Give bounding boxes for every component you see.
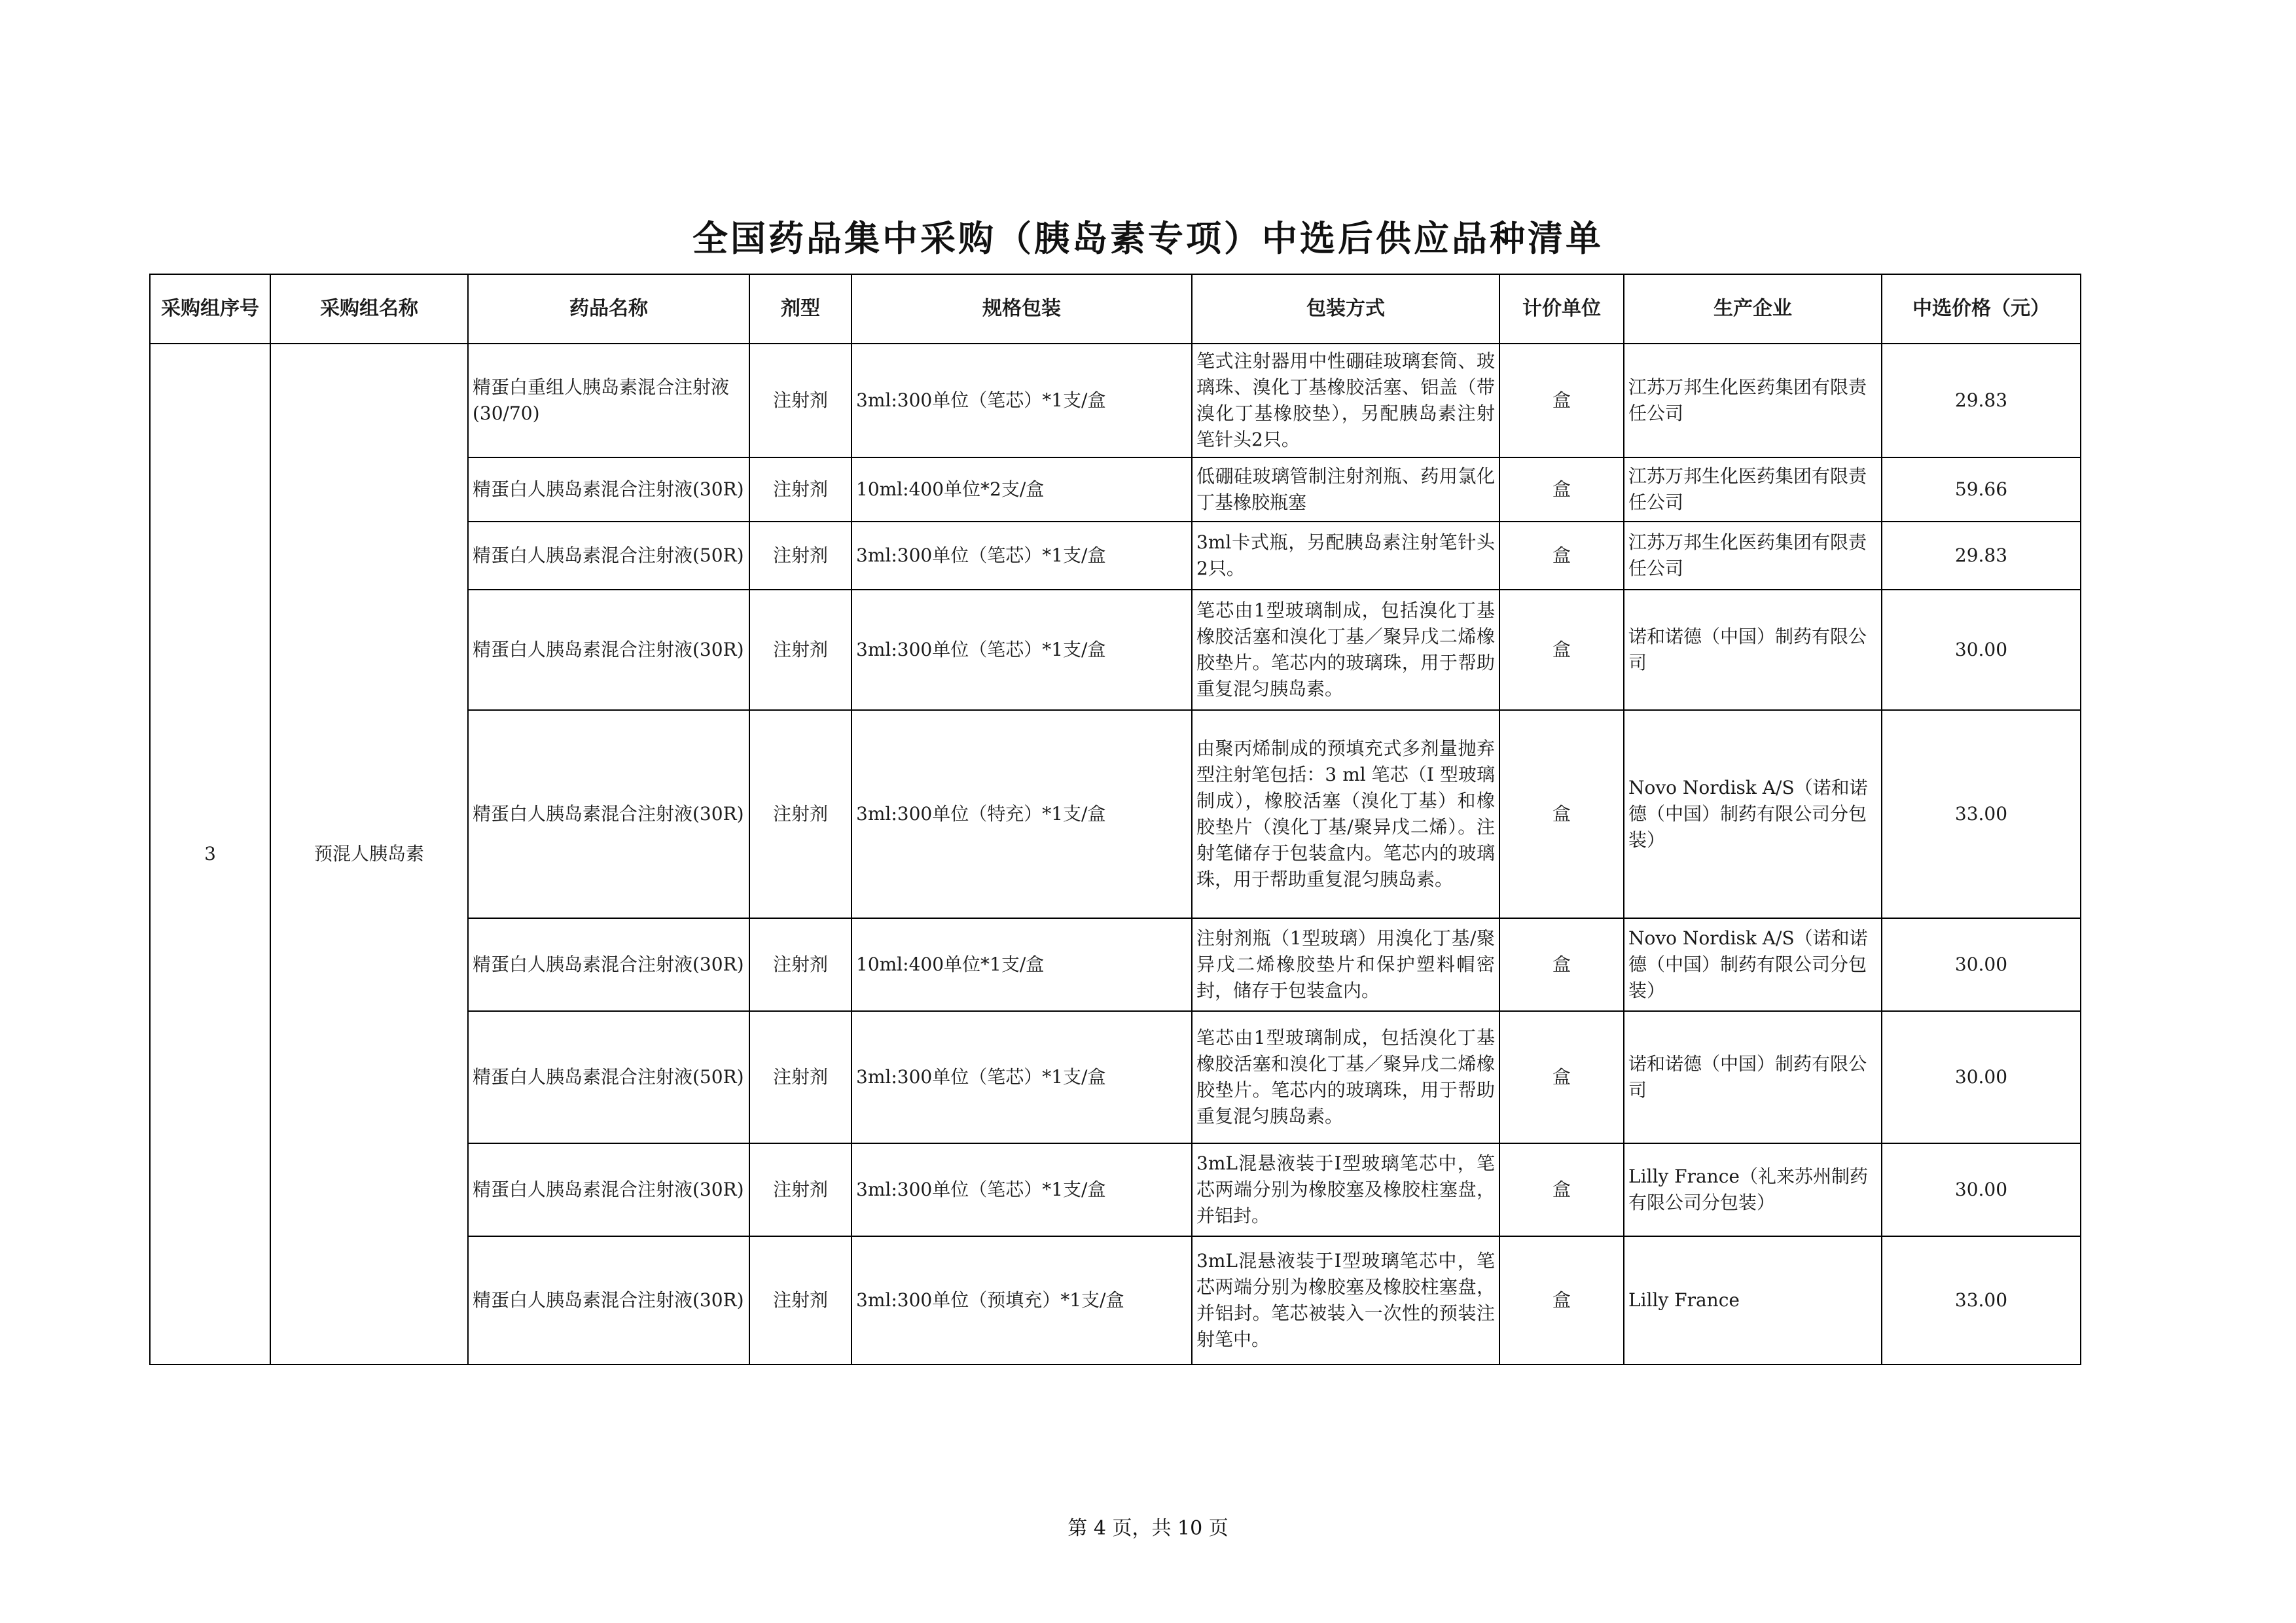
spec-cell: 3ml:300单位（笔芯）*1支/盒 xyxy=(852,344,1192,457)
header-dosage-form: 剂型 xyxy=(749,274,852,344)
price-cell: 29.83 xyxy=(1882,522,2081,590)
price-cell: 33.00 xyxy=(1882,710,2081,918)
dosage-form-cell: 注射剂 xyxy=(749,1143,852,1236)
unit-cell: 盒 xyxy=(1499,457,1624,522)
manufacturer-cell: Novo Nordisk A/S（诺和诺德（中国）制药有限公司分包装） xyxy=(1624,918,1882,1011)
spec-cell: 3ml:300单位（笔芯）*1支/盒 xyxy=(852,522,1192,590)
spec-cell: 10ml:400单位*1支/盒 xyxy=(852,918,1192,1011)
spec-cell: 3ml:300单位（特充）*1支/盒 xyxy=(852,710,1192,918)
dosage-form-cell: 注射剂 xyxy=(749,522,852,590)
spec-cell: 10ml:400单位*2支/盒 xyxy=(852,457,1192,522)
packaging-cell: 3mL混悬液装于Ⅰ型玻璃笔芯中，笔芯两端分别为橡胶塞及橡胶柱塞盘，并铝封。 xyxy=(1192,1143,1499,1236)
dosage-form-cell: 注射剂 xyxy=(749,590,852,710)
packaging-cell: 3ml卡式瓶，另配胰岛素注射笔针头2只。 xyxy=(1192,522,1499,590)
drug-name-cell: 精蛋白人胰岛素混合注射液(30R) xyxy=(468,710,749,918)
price-cell: 29.83 xyxy=(1882,344,2081,457)
manufacturer-cell: 诺和诺德（中国）制药有限公司 xyxy=(1624,1011,1882,1143)
group-name-cell: 预混人胰岛素 xyxy=(270,344,468,1364)
dosage-form-cell: 注射剂 xyxy=(749,344,852,457)
dosage-form-cell: 注射剂 xyxy=(749,1011,852,1143)
page-title: 全国药品集中采购（胰岛素专项）中选后供应品种清单 xyxy=(692,218,1604,259)
page-footer: 第 4 页，共 10 页 xyxy=(1067,1517,1229,1540)
unit-cell: 盒 xyxy=(1499,1011,1624,1143)
packaging-cell: 3mL混悬液装于Ⅰ型玻璃笔芯中，笔芯两端分别为橡胶塞及橡胶柱塞盘， 并铝封。笔芯被装入一次性的预装注射笔中。 xyxy=(1192,1236,1499,1364)
drug-name-cell: 精蛋白人胰岛素混合注射液(50R) xyxy=(468,1011,749,1143)
table-row xyxy=(150,344,2081,457)
drug-name-cell: 精蛋白重组人胰岛素混合注射液(30/70) xyxy=(468,344,749,457)
drug-name-cell: 精蛋白人胰岛素混合注射液(30R) xyxy=(468,918,749,1011)
unit-cell: 盒 xyxy=(1499,522,1624,590)
group-number-cell: 3 xyxy=(150,344,270,1364)
header-unit: 计价单位 xyxy=(1499,274,1624,344)
manufacturer-cell: Lilly France xyxy=(1624,1236,1882,1364)
spec-cell: 3ml:300单位（笔芯）*1支/盒 xyxy=(852,1011,1192,1143)
header-spec: 规格包装 xyxy=(852,274,1192,344)
header-manufacturer: 生产企业 xyxy=(1624,274,1882,344)
packaging-cell: 笔芯由1型玻璃制成，包括溴化丁基橡胶活塞和溴化丁基／聚异戊二烯橡胶垫片。笔芯内的玻璃珠，用于帮助重复混匀胰岛素。 xyxy=(1192,1011,1499,1143)
manufacturer-cell: Lilly France（礼来苏州制药有限公司分包装） xyxy=(1624,1143,1882,1236)
packaging-cell: 低硼硅玻璃管制注射剂瓶、药用氯化丁基橡胶瓶塞 xyxy=(1192,457,1499,522)
price-cell: 30.00 xyxy=(1882,918,2081,1011)
manufacturer-cell: 诺和诺德（中国）制药有限公司 xyxy=(1624,590,1882,710)
header-packaging: 包装方式 xyxy=(1192,274,1499,344)
drug-name-cell: 精蛋白人胰岛素混合注射液(30R) xyxy=(468,1236,749,1364)
packaging-cell: 注射剂瓶（1型玻璃）用溴化丁基/聚异戊二烯橡胶垫片和保护塑料帽密封，储存于包装盒内。 xyxy=(1192,918,1499,1011)
header-drug-name: 药品名称 xyxy=(468,274,749,344)
dosage-form-cell: 注射剂 xyxy=(749,1236,852,1364)
unit-cell: 盒 xyxy=(1499,1236,1624,1364)
price-cell: 30.00 xyxy=(1882,590,2081,710)
packaging-cell: 笔芯由1型玻璃制成，包括溴化丁基橡胶活塞和溴化丁基／聚异戊二烯橡胶垫片。笔芯内的玻璃珠，用于帮助重复混匀胰岛素。 xyxy=(1192,590,1499,710)
procurement-table xyxy=(149,274,2081,1365)
header-group-number: 采购组序号 xyxy=(150,274,270,344)
drug-name-cell: 精蛋白人胰岛素混合注射液(50R) xyxy=(468,522,749,590)
unit-cell: 盒 xyxy=(1499,918,1624,1011)
manufacturer-cell: 江苏万邦生化医药集团有限责任公司 xyxy=(1624,344,1882,457)
manufacturer-cell: 江苏万邦生化医药集团有限责任公司 xyxy=(1624,457,1882,522)
spec-cell: 3ml:300单位（笔芯）*1支/盒 xyxy=(852,1143,1192,1236)
price-cell: 30.00 xyxy=(1882,1011,2081,1143)
header-price: 中选价格（元） xyxy=(1882,274,2081,344)
drug-name-cell: 精蛋白人胰岛素混合注射液(30R) xyxy=(468,457,749,522)
manufacturer-cell: 江苏万邦生化医药集团有限责任公司 xyxy=(1624,522,1882,590)
spec-cell: 3ml:300单位（预填充）*1支/盒 xyxy=(852,1236,1192,1364)
packaging-cell: 由聚丙烯制成的预填充式多剂量抛弃型注射笔包括：3 ml 笔芯（I 型玻璃制成），橡胶活塞（溴化丁基）和橡胶垫片（溴化丁基/聚异戊二烯）。注射笔储存于包装盒内。笔芯内的玻璃珠，用于帮助重复混匀胰岛素。 xyxy=(1192,710,1499,918)
unit-cell: 盒 xyxy=(1499,344,1624,457)
dosage-form-cell: 注射剂 xyxy=(749,457,852,522)
packaging-cell: 笔式注射器用中性硼硅玻璃套筒、玻璃珠、溴化丁基橡胶活塞、铝盖（带溴化丁基橡胶垫），另配胰岛素注射笔针头2只。 xyxy=(1192,344,1499,457)
manufacturer-cell: Novo Nordisk A/S（诺和诺德（中国）制药有限公司分包装） xyxy=(1624,710,1882,918)
drug-name-cell: 精蛋白人胰岛素混合注射液(30R) xyxy=(468,590,749,710)
header-row xyxy=(150,274,2081,344)
unit-cell: 盒 xyxy=(1499,1143,1624,1236)
dosage-form-cell: 注射剂 xyxy=(749,710,852,918)
price-cell: 30.00 xyxy=(1882,1143,2081,1236)
header-group-name: 采购组名称 xyxy=(270,274,468,344)
drug-name-cell: 精蛋白人胰岛素混合注射液(30R) xyxy=(468,1143,749,1236)
price-cell: 33.00 xyxy=(1882,1236,2081,1364)
price-cell: 59.66 xyxy=(1882,457,2081,522)
unit-cell: 盒 xyxy=(1499,590,1624,710)
spec-cell: 3ml:300单位（笔芯）*1支/盒 xyxy=(852,590,1192,710)
unit-cell: 盒 xyxy=(1499,710,1624,918)
dosage-form-cell: 注射剂 xyxy=(749,918,852,1011)
